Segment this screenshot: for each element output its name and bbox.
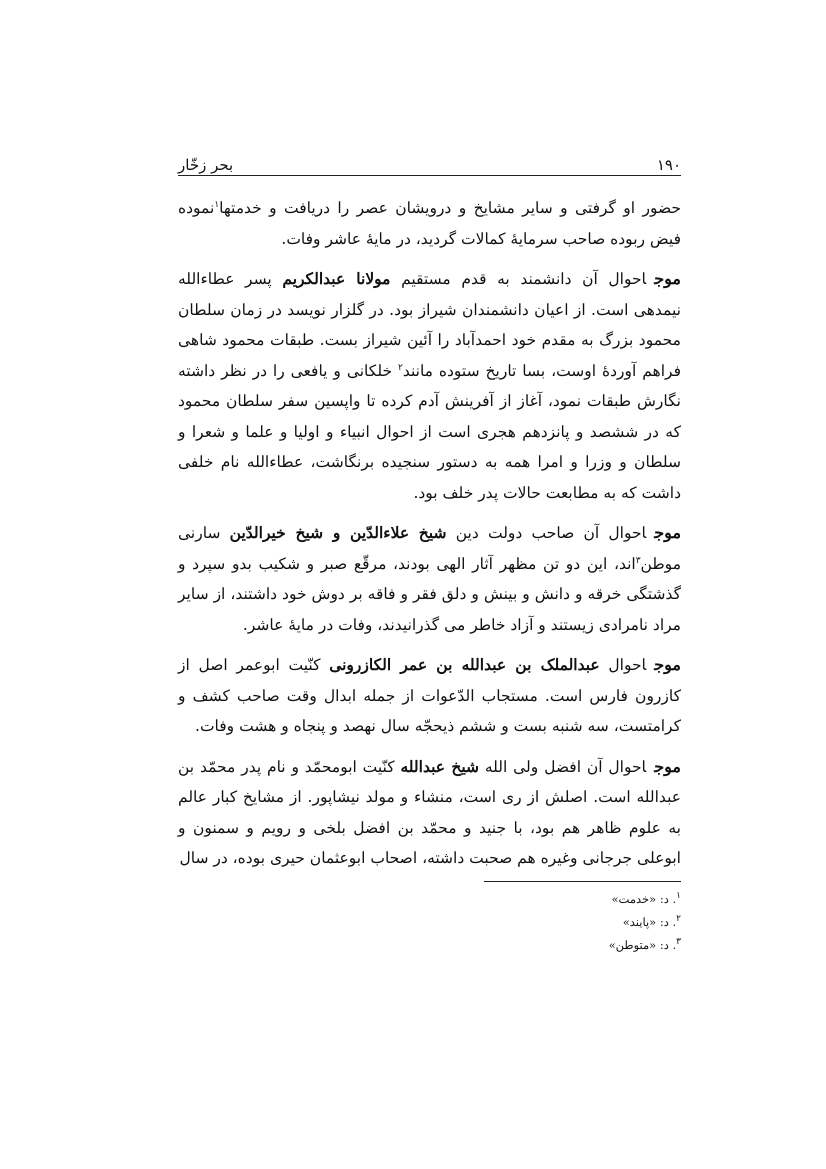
page-number: ۱۹۰	[656, 156, 681, 174]
footnote	[480, 911, 681, 934]
footnote-number: ۲	[676, 914, 681, 925]
text-run: خلکانی و یافعی را در نظر داشته نگارش طبقات نمود، آغاز از آفرینش آدم کرده تا واپسین سفر سلطان محمود که در ششصد و پانزدهم هجری است از احوال انبیاء و اولیا و علما و شعرا و سلطان و وزرا و امرا همه به دستور سنجیده برنگاشت، عطاءالله نام خلفی داشت که به مطابعت حالات پدر خلف بود.	[178, 361, 681, 502]
footnote-text: . د: «متوطن»	[608, 938, 677, 952]
footnote-marker: ۲	[397, 362, 403, 373]
person-name: عبدالملک بن عبدالله بن عمر الکازرونی	[329, 655, 600, 674]
footnote-rule	[484, 881, 681, 882]
text-run: نموده فیض ربوده صاحب سرمایهٔ کمالات گردید، در مایهٔ عاشر وفات.	[178, 199, 681, 248]
footnote-text: . د: «خدمت»	[611, 892, 677, 906]
footnotes	[480, 888, 681, 957]
text-run: احوال	[599, 656, 647, 674]
paragraph	[178, 193, 681, 254]
text-run: احوال آن دانشمند به قدم مستقیم	[390, 270, 647, 288]
running-header	[178, 148, 681, 174]
footnote-number: ۳	[676, 937, 681, 948]
paragraph	[178, 752, 681, 874]
footnote-number: ۱	[676, 891, 681, 902]
paragraph	[178, 518, 681, 640]
footnote-marker: ۳	[635, 555, 641, 566]
text-run: احوال آن صاحب دولت دین	[446, 524, 647, 542]
footnote	[480, 934, 681, 957]
text-run: حضور او گرفتی و سایر مشایخ و درویشان عصر را دریافت و خدمتها	[219, 199, 681, 217]
paragraph-lead: موج	[654, 523, 682, 542]
paragraph-lead: موج	[654, 655, 681, 674]
footnote	[480, 888, 681, 911]
text-run: اند، این دو تن مظهر آثار الهی بودند، مرقّع صبر و شکیب بدو سپرد و گذشتگی خرقه و دانش و بینش و دلق فقر و فاقه بر دوش خود داشتند، از سایر مراد نامرادی زیستند و آزاد خاطر می گذرانیدند، وفات در مایهٔ عاشر.	[178, 554, 681, 634]
paragraph	[178, 264, 681, 508]
footnote-text: . د: «پایند»	[622, 915, 677, 929]
person-name: شیخ علاءالدّین و شیخ خیرالدّین	[229, 523, 447, 542]
text-run: پسر عطاءالله نیمدهی است. از اعیان دانشمندان شیراز بود. در گلزار نویسد در زمان سلطان محمود بزرگ به مقدم خود احمدآباد را آئین شیراز بست. طبقات محمود شاهی فراهم آوردهٔ اوست، بسا تاریخ ستوده مانند	[178, 270, 681, 380]
paragraph-lead: موج	[654, 756, 681, 776]
footnote-marker: ۱	[214, 199, 220, 210]
text-run: سارنی موطن	[178, 524, 681, 573]
header-rule	[178, 175, 681, 176]
text-run: احوال آن افضل ولی الله	[478, 757, 647, 776]
person-name: شیخ عبدالله	[400, 756, 479, 776]
person-name: مولانا عبدالکریم	[282, 269, 391, 288]
body-text	[178, 193, 681, 874]
text-run: کنّیت ابوعمر اصل از کازرون فارس است. مستجاب الدّعوات از جمله ابدال وقت صاحب کشف و کرامتست، سه شنبه بست و ششم ذیحجّه سال نهصد و پنجاه و هشت وفات.	[178, 656, 681, 735]
paragraph	[178, 650, 681, 742]
paragraph-lead: موج	[654, 269, 681, 288]
book-title: بحر زخّار	[178, 156, 234, 174]
text-run: کنّیت ابومحمّد و نام پدر محمّد بن عبدالله است. اصلش از ری است، منشاء و مولد نیشاپور. از مشایخ کبار عالم به علوم ظاهر هم بود، با جنید و محمّد بن افضل بلخی و رویم و سمنون و ابوعلی جرجانی وغیره هم صحبت داشته، اصحاب ابوعثمان حیری بوده، در سال	[178, 757, 681, 867]
